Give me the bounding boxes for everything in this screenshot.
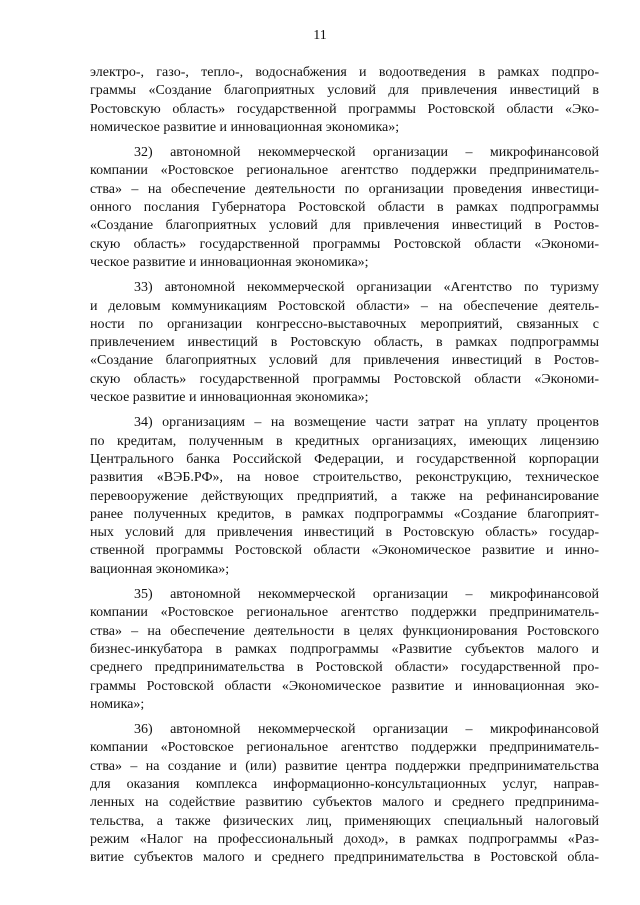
text-line: скую область» государственной программы Ростовской области «Экономи- (90, 371, 599, 387)
text-line: Центрального банка Российской Федерации, и государственной корпорации (90, 451, 599, 467)
text-line: режим «Налог на профессиональный доход», в рамках подпрограммы «Раз- (90, 831, 599, 847)
text-line: граммы «Создание благоприятных условий для привлечения инвестиций в (90, 83, 599, 99)
text-line: скую область» государственной программы Ростовской области «Экономи- (90, 236, 599, 252)
text-line: 34) организациям – на возмещение части затрат на уплату процентов (134, 415, 599, 431)
text-line: ности по организации конгрессно-выставочных мероприятий, связанных с (90, 316, 599, 332)
text-line: развития «ВЭБ.РФ», на новое строительство, реконструкцию, техническое (90, 470, 599, 486)
text-line: ных условий для привлечения инвестиций в Ростовскую область» государ- (90, 525, 599, 541)
text-line: номика»; (90, 696, 145, 712)
text-line: электро-, газо-, тепло-, водоснабжения и водоотведения в рамках подпро- (90, 65, 599, 80)
text-line: бизнес-инкубатора в рамках подпрограммы «Развитие субъектов малого и (90, 641, 599, 657)
text-line: 36) автономной некоммерческой организации – микрофинансовой (134, 722, 599, 738)
text-line: 33) автономной некоммерческой организации «Агентство по туризму (134, 280, 599, 296)
text-line: ства» – на обеспечение деятельности в целях функционирования Ростовского (90, 623, 599, 639)
text-line: 35) автономной некоммерческой организации – микрофинансовой (134, 587, 599, 603)
text-line: перевооружение действующих предприятий, а также на рефинансирование (90, 488, 599, 504)
text-line: компании «Ростовское региональное агентство поддержки предприниматель- (90, 740, 599, 756)
text-line: 32) автономной некоммерческой организации – микрофинансовой (134, 145, 599, 161)
paragraph-32 (90, 144, 599, 272)
text-line: привлечением инвестиций в Ростовскую область, в рамках подпрограммы (90, 335, 599, 351)
text-line: вационная экономика»; (90, 561, 230, 577)
text-line: ства» – на обеспечение деятельности по организации проведения инвестици- (90, 181, 599, 197)
page-number: 11 (313, 28, 327, 43)
text-line: «Создание благоприятных условий для привлечения инвестиций в Ростов- (90, 353, 599, 369)
paragraph-33 (90, 279, 599, 407)
document-body (90, 64, 599, 867)
text-line: ственной программы Ростовской области «Экономическое развитие и инно- (90, 543, 599, 559)
text-line: компании «Ростовское региональное агентство поддержки предприниматель- (90, 605, 599, 621)
text-line: для оказания комплекса информационно-консультационных услуг, направ- (90, 776, 599, 792)
text-line: «Создание благоприятных условий для привлечения инвестиций в Ростов- (90, 218, 599, 234)
text-line: ства» – на создание и (или) развитие центра поддержки предпринимательства (90, 758, 599, 774)
text-line: по кредитам, полученным в кредитных организациях, имеющих лицензию (90, 433, 599, 449)
paragraph-34 (90, 414, 599, 579)
paragraph-31-continuation (90, 64, 599, 137)
text-line: и деловым коммуникациям Ростовской области» – на обеспечение деятель- (90, 298, 599, 314)
text-line: компании «Ростовское региональное агентство поддержки предприниматель- (90, 163, 599, 179)
text-line: Ростовскую область» государственной программы Ростовской области «Эко- (90, 101, 599, 117)
text-line: ческое развитие и инновационная экономика»; (90, 390, 369, 406)
paragraph-36 (90, 721, 599, 867)
text-line: ранее полученных кредитов, в рамках подпрограммы «Создание благоприят- (90, 506, 599, 522)
paragraph-35 (90, 586, 599, 714)
text-line: среднего предпринимательства в Ростовской области» государственной про- (90, 660, 599, 676)
text-line: онного послания Губернатора Ростовской области в рамках подпрограммы (90, 200, 599, 216)
text-line: номическое развитие и инновационная экономика»; (90, 119, 400, 135)
text-line: витие субъектов малого и среднего предпринимательства в Ростовской обла- (90, 850, 599, 866)
text-line: ческое развитие и инновационная экономика»; (90, 254, 369, 270)
text-line: граммы Ростовской области «Экономическое развитие и инновационная эко- (90, 678, 599, 694)
text-line: ленных на содействие развитию субъектов малого и среднего предпринима- (90, 795, 599, 811)
text-line: тельства, а также физических лиц, применяющих специальный налоговый (90, 813, 599, 829)
